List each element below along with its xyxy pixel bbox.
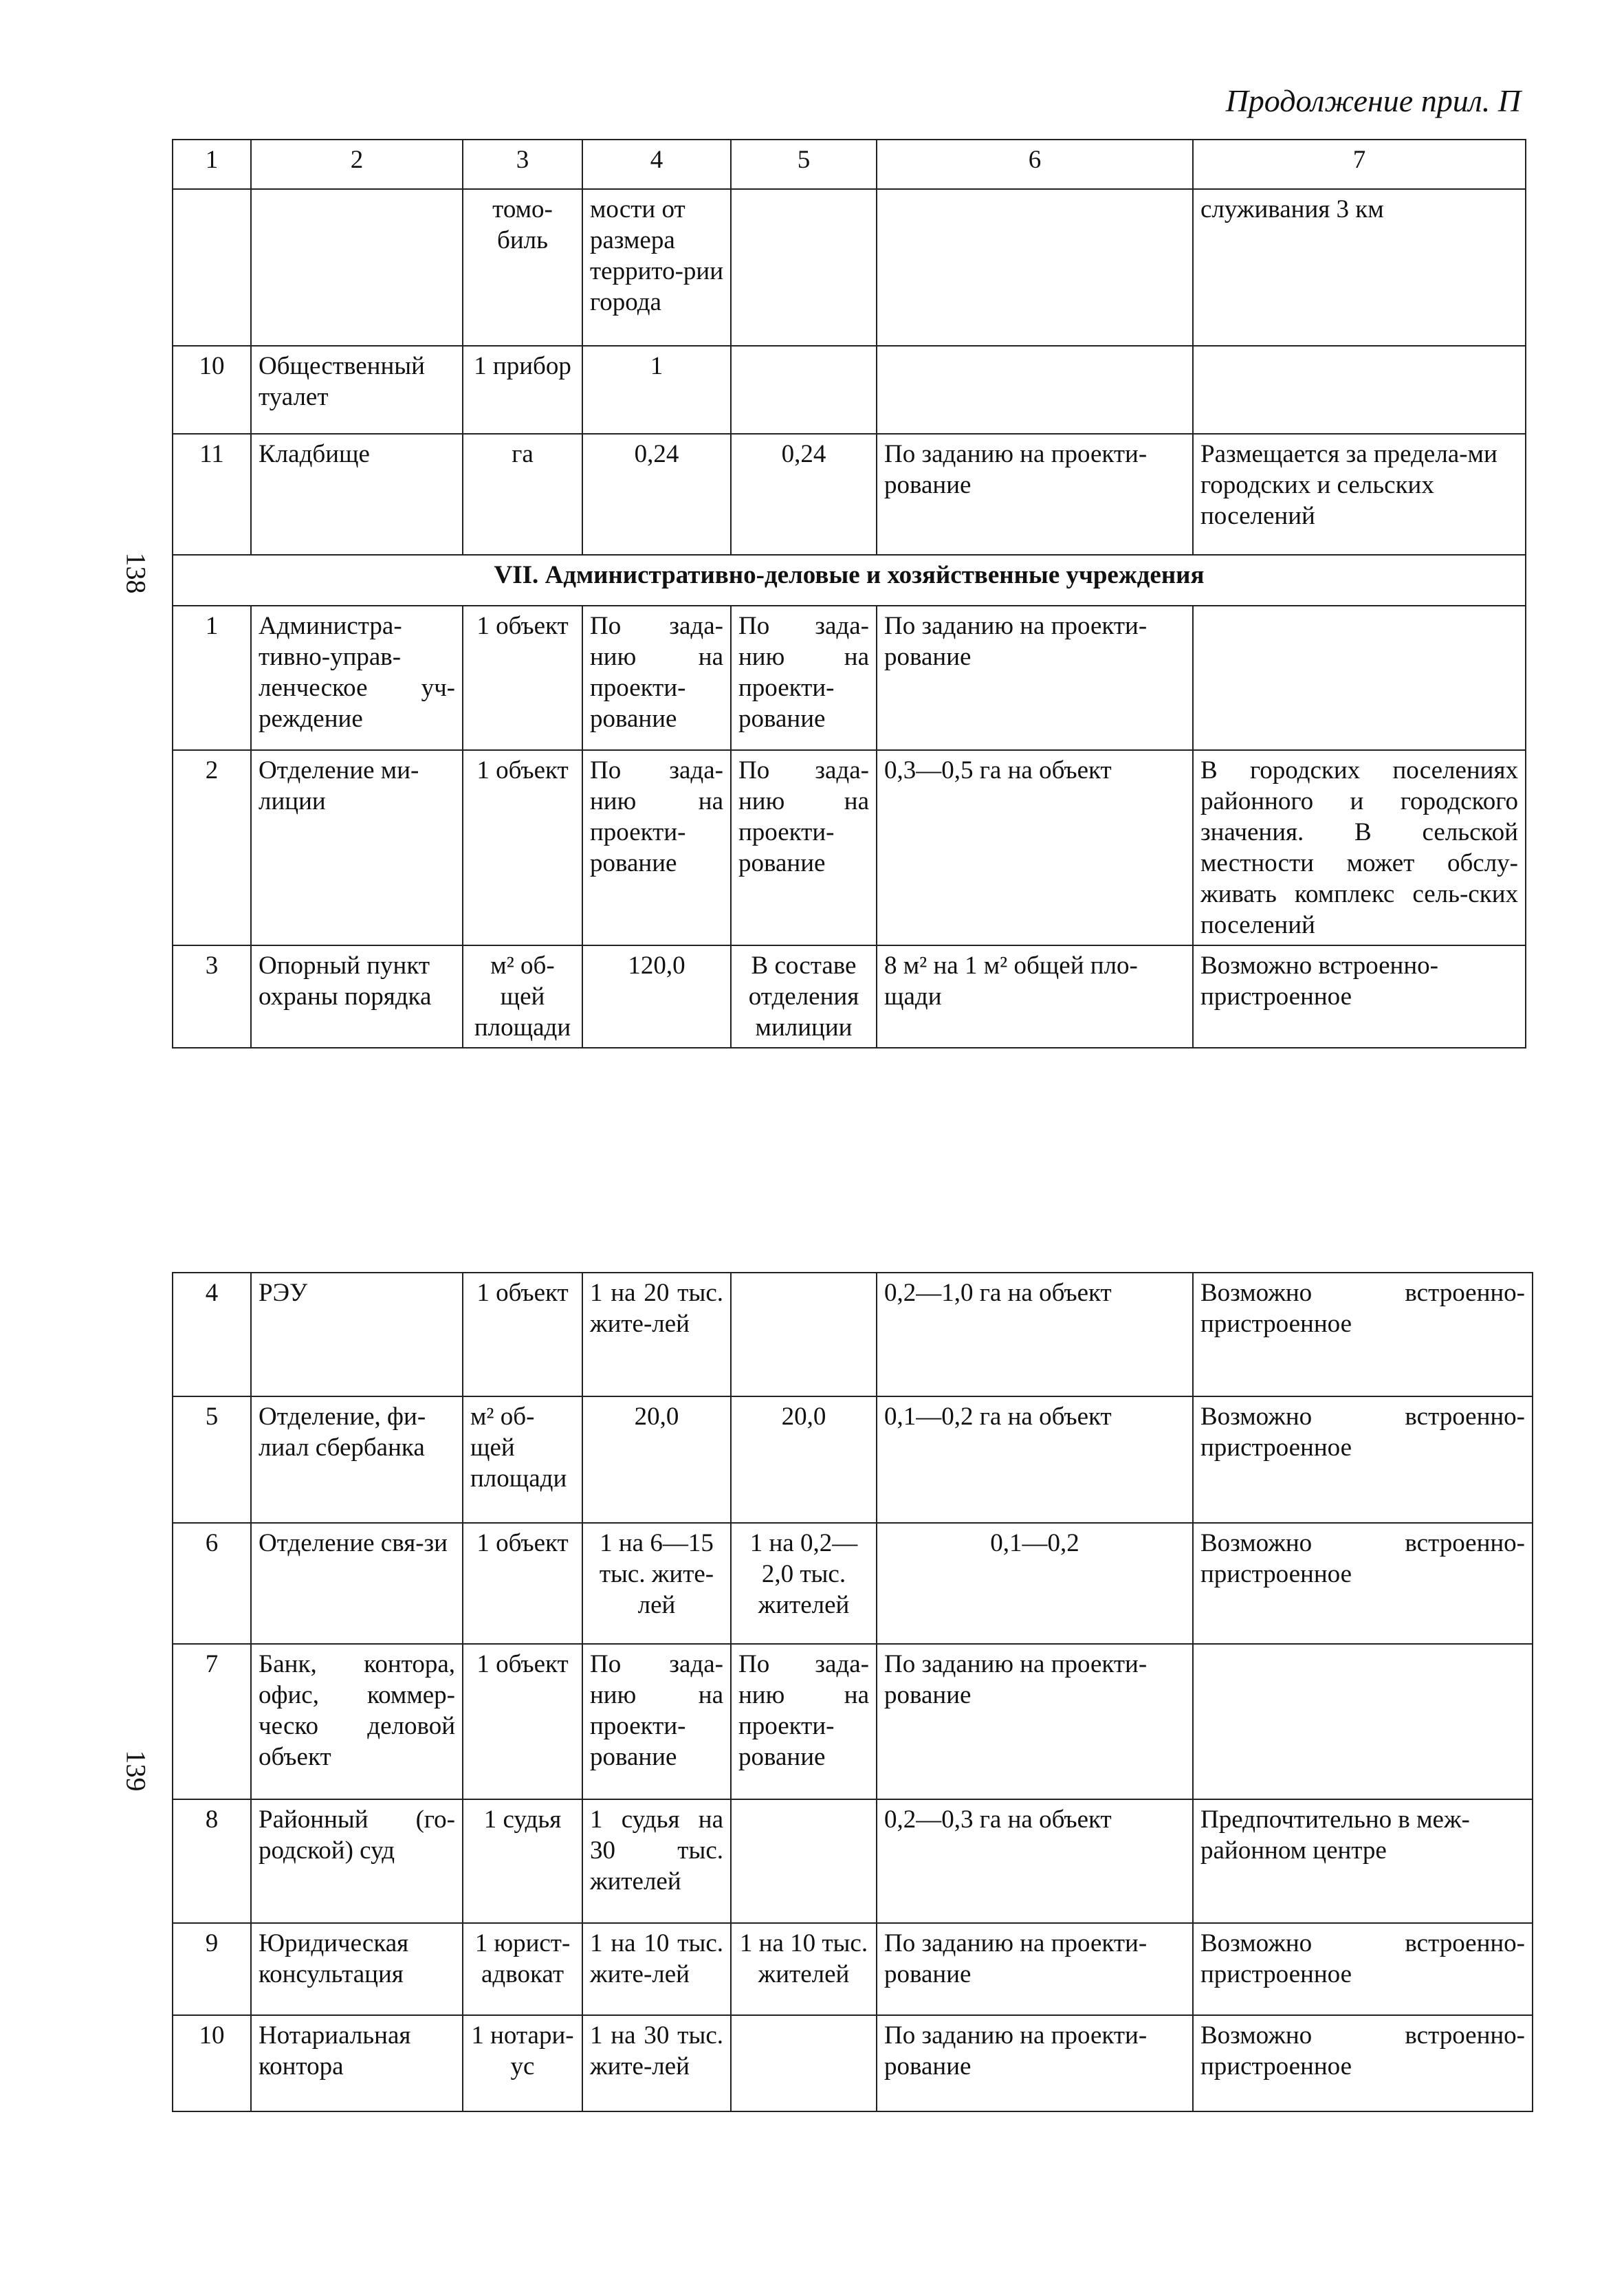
cell-norm-rural xyxy=(731,189,877,346)
cell-number: 10 xyxy=(173,2015,251,2111)
cell-land: По заданию на проекти-рование xyxy=(877,1923,1193,2015)
cell-norm-urban: 120,0 xyxy=(582,945,731,1048)
cell-note xyxy=(1193,606,1526,750)
cell-norm-rural: 1 на 0,2— 2,0 тыс. жителей xyxy=(731,1523,877,1644)
page-number-top: 138 xyxy=(120,552,152,594)
table-row xyxy=(173,1644,1533,1799)
cell-norm-urban: По зада-нию на проекти-рование xyxy=(582,750,731,945)
cell-name xyxy=(251,189,463,346)
table-row xyxy=(173,189,1526,346)
cell-name: Опорный пункт охраны порядка xyxy=(251,945,463,1048)
cell-number: 5 xyxy=(173,1396,251,1523)
cell-norm-urban: 0,24 xyxy=(582,434,731,555)
table-row xyxy=(173,1273,1533,1396)
cell-number xyxy=(173,189,251,346)
cell-note: Возможно встроенно-пристроенное xyxy=(1193,1396,1533,1523)
table-top xyxy=(172,139,1526,1048)
cell-norm-urban: 20,0 xyxy=(582,1396,731,1523)
cell-unit: 1 объект xyxy=(463,606,582,750)
cell-norm-rural: По зада-нию на проекти-рование xyxy=(731,1644,877,1799)
cell-name: Отделение, фи-лиал сбербанка xyxy=(251,1396,463,1523)
cell-unit: 1 прибор xyxy=(463,346,582,434)
table-row xyxy=(173,1523,1533,1644)
cell-unit: м² об-щей площади xyxy=(463,945,582,1048)
cell-number: 3 xyxy=(173,945,251,1048)
table-bottom xyxy=(172,1272,1533,2112)
cell-note: Размещается за предела-ми городских и сельских поселений xyxy=(1193,434,1526,555)
column-header-row xyxy=(173,140,1526,189)
table-row xyxy=(173,606,1526,750)
table-row xyxy=(173,434,1526,555)
cell-name: Районный (го-родской) суд xyxy=(251,1799,463,1923)
cell-note xyxy=(1193,1644,1533,1799)
cell-note: Возможно встроенно-пристроенное xyxy=(1193,2015,1533,2111)
cell-land: По заданию на проекти-рование xyxy=(877,606,1193,750)
cell-norm-urban: 1 на 6—15 тыс. жите-лей xyxy=(582,1523,731,1644)
cell-norm-rural: 1 на 10 тыс. жителей xyxy=(731,1923,877,2015)
col-header: 6 xyxy=(877,140,1193,189)
cell-note: Возможно встроенно-пристроенное xyxy=(1193,1923,1533,2015)
cell-number: 2 xyxy=(173,750,251,945)
cell-name: Отделение ми-лиции xyxy=(251,750,463,945)
header-note: Продолжение прил. П xyxy=(1225,83,1521,118)
cell-land: 0,1—0,2 га на объект xyxy=(877,1396,1193,1523)
cell-norm-urban: По зада-нию на проекти-рование xyxy=(582,1644,731,1799)
cell-number: 6 xyxy=(173,1523,251,1644)
cell-number: 7 xyxy=(173,1644,251,1799)
cell-land: По заданию на проекти-рование xyxy=(877,434,1193,555)
section-row xyxy=(173,555,1526,606)
cell-unit: 1 объект xyxy=(463,750,582,945)
cell-number: 9 xyxy=(173,1923,251,2015)
table-row xyxy=(173,2015,1533,2111)
cell-norm-rural: 20,0 xyxy=(731,1396,877,1523)
cell-name: Юридическая консультация xyxy=(251,1923,463,2015)
cell-number: 4 xyxy=(173,1273,251,1396)
cell-unit: томо-биль xyxy=(463,189,582,346)
col-header: 5 xyxy=(731,140,877,189)
cell-name: Банк, контора, офис, коммер-ческо деловой объект xyxy=(251,1644,463,1799)
table-row xyxy=(173,1799,1533,1923)
cell-land: По заданию на проекти-рование xyxy=(877,1644,1193,1799)
cell-norm-rural: В составе отделения милиции xyxy=(731,945,877,1048)
cell-note: служивания 3 км xyxy=(1193,189,1526,346)
cell-norm-urban: 1 xyxy=(582,346,731,434)
cell-unit: 1 объект xyxy=(463,1273,582,1396)
table-row xyxy=(173,750,1526,945)
cell-note: Возможно встроенно-пристроенное xyxy=(1193,1523,1533,1644)
cell-number: 1 xyxy=(173,606,251,750)
cell-norm-rural xyxy=(731,1273,877,1396)
cell-number: 8 xyxy=(173,1799,251,1923)
cell-land: 0,1—0,2 xyxy=(877,1523,1193,1644)
cell-norm-rural: 0,24 xyxy=(731,434,877,555)
cell-number: 11 xyxy=(173,434,251,555)
cell-land: 0,2—1,0 га на объект xyxy=(877,1273,1193,1396)
col-header: 4 xyxy=(582,140,731,189)
cell-norm-rural xyxy=(731,346,877,434)
cell-unit: 1 объект xyxy=(463,1644,582,1799)
cell-land: 0,2—0,3 га на объект xyxy=(877,1799,1193,1923)
cell-land: 0,3—0,5 га на объект xyxy=(877,750,1193,945)
cell-unit: 1 объект xyxy=(463,1523,582,1644)
cell-name: Кладбище xyxy=(251,434,463,555)
cell-unit: 1 нотари-ус xyxy=(463,2015,582,2111)
col-header: 1 xyxy=(173,140,251,189)
cell-name: РЭУ xyxy=(251,1273,463,1396)
cell-norm-rural: По зада-нию на проекти-рование xyxy=(731,750,877,945)
cell-norm-urban: 1 на 10 тыс. жите-лей xyxy=(582,1923,731,2015)
cell-norm-rural xyxy=(731,2015,877,2111)
cell-note: В городских поселениях районного и городского значения. В сельской местности может обслу-живать комплекс сель-ских поселений xyxy=(1193,750,1526,945)
cell-note: Возможно встроенно-пристроенное xyxy=(1193,1273,1533,1396)
cell-note xyxy=(1193,346,1526,434)
cell-unit: 1 судья xyxy=(463,1799,582,1923)
cell-unit: 1 юрист-адвокат xyxy=(463,1923,582,2015)
col-header: 2 xyxy=(251,140,463,189)
cell-land xyxy=(877,346,1193,434)
table-row xyxy=(173,1923,1533,2015)
cell-norm-urban: По зада-нию на проекти-рование xyxy=(582,606,731,750)
cell-note: Предпочтительно в меж-районном центре xyxy=(1193,1799,1533,1923)
cell-name: Общественный туалет xyxy=(251,346,463,434)
cell-norm-urban: 1 на 30 тыс. жите-лей xyxy=(582,2015,731,2111)
cell-norm-rural xyxy=(731,1799,877,1923)
cell-land: 8 м² на 1 м² общей пло-щади xyxy=(877,945,1193,1048)
cell-norm-urban: 1 на 20 тыс. жите-лей xyxy=(582,1273,731,1396)
cell-unit: м² об-щей площади xyxy=(463,1396,582,1523)
table-row xyxy=(173,346,1526,434)
cell-name: Администра-тивно-управ-ленческое уч-реждение xyxy=(251,606,463,750)
cell-number: 10 xyxy=(173,346,251,434)
cell-name: Отделение свя-зи xyxy=(251,1523,463,1644)
cell-unit: га xyxy=(463,434,582,555)
cell-norm-urban: 1 судья на 30 тыс. жителей xyxy=(582,1799,731,1923)
cell-land xyxy=(877,189,1193,346)
table-row xyxy=(173,1396,1533,1523)
col-header: 7 xyxy=(1193,140,1526,189)
cell-name: Нотариальная контора xyxy=(251,2015,463,2111)
cell-norm-urban: мости от размера террито-рии города xyxy=(582,189,731,346)
cell-norm-rural: По зада-нию на проекти-рование xyxy=(731,606,877,750)
section-title: VII. Административно-деловые и хозяйственные учреждения xyxy=(173,555,1526,606)
cell-land: По заданию на проекти-рование xyxy=(877,2015,1193,2111)
table-row xyxy=(173,945,1526,1048)
cell-note: Возможно встроенно-пристроенное xyxy=(1193,945,1526,1048)
page-number-bottom: 139 xyxy=(120,1750,152,1792)
col-header: 3 xyxy=(463,140,582,189)
